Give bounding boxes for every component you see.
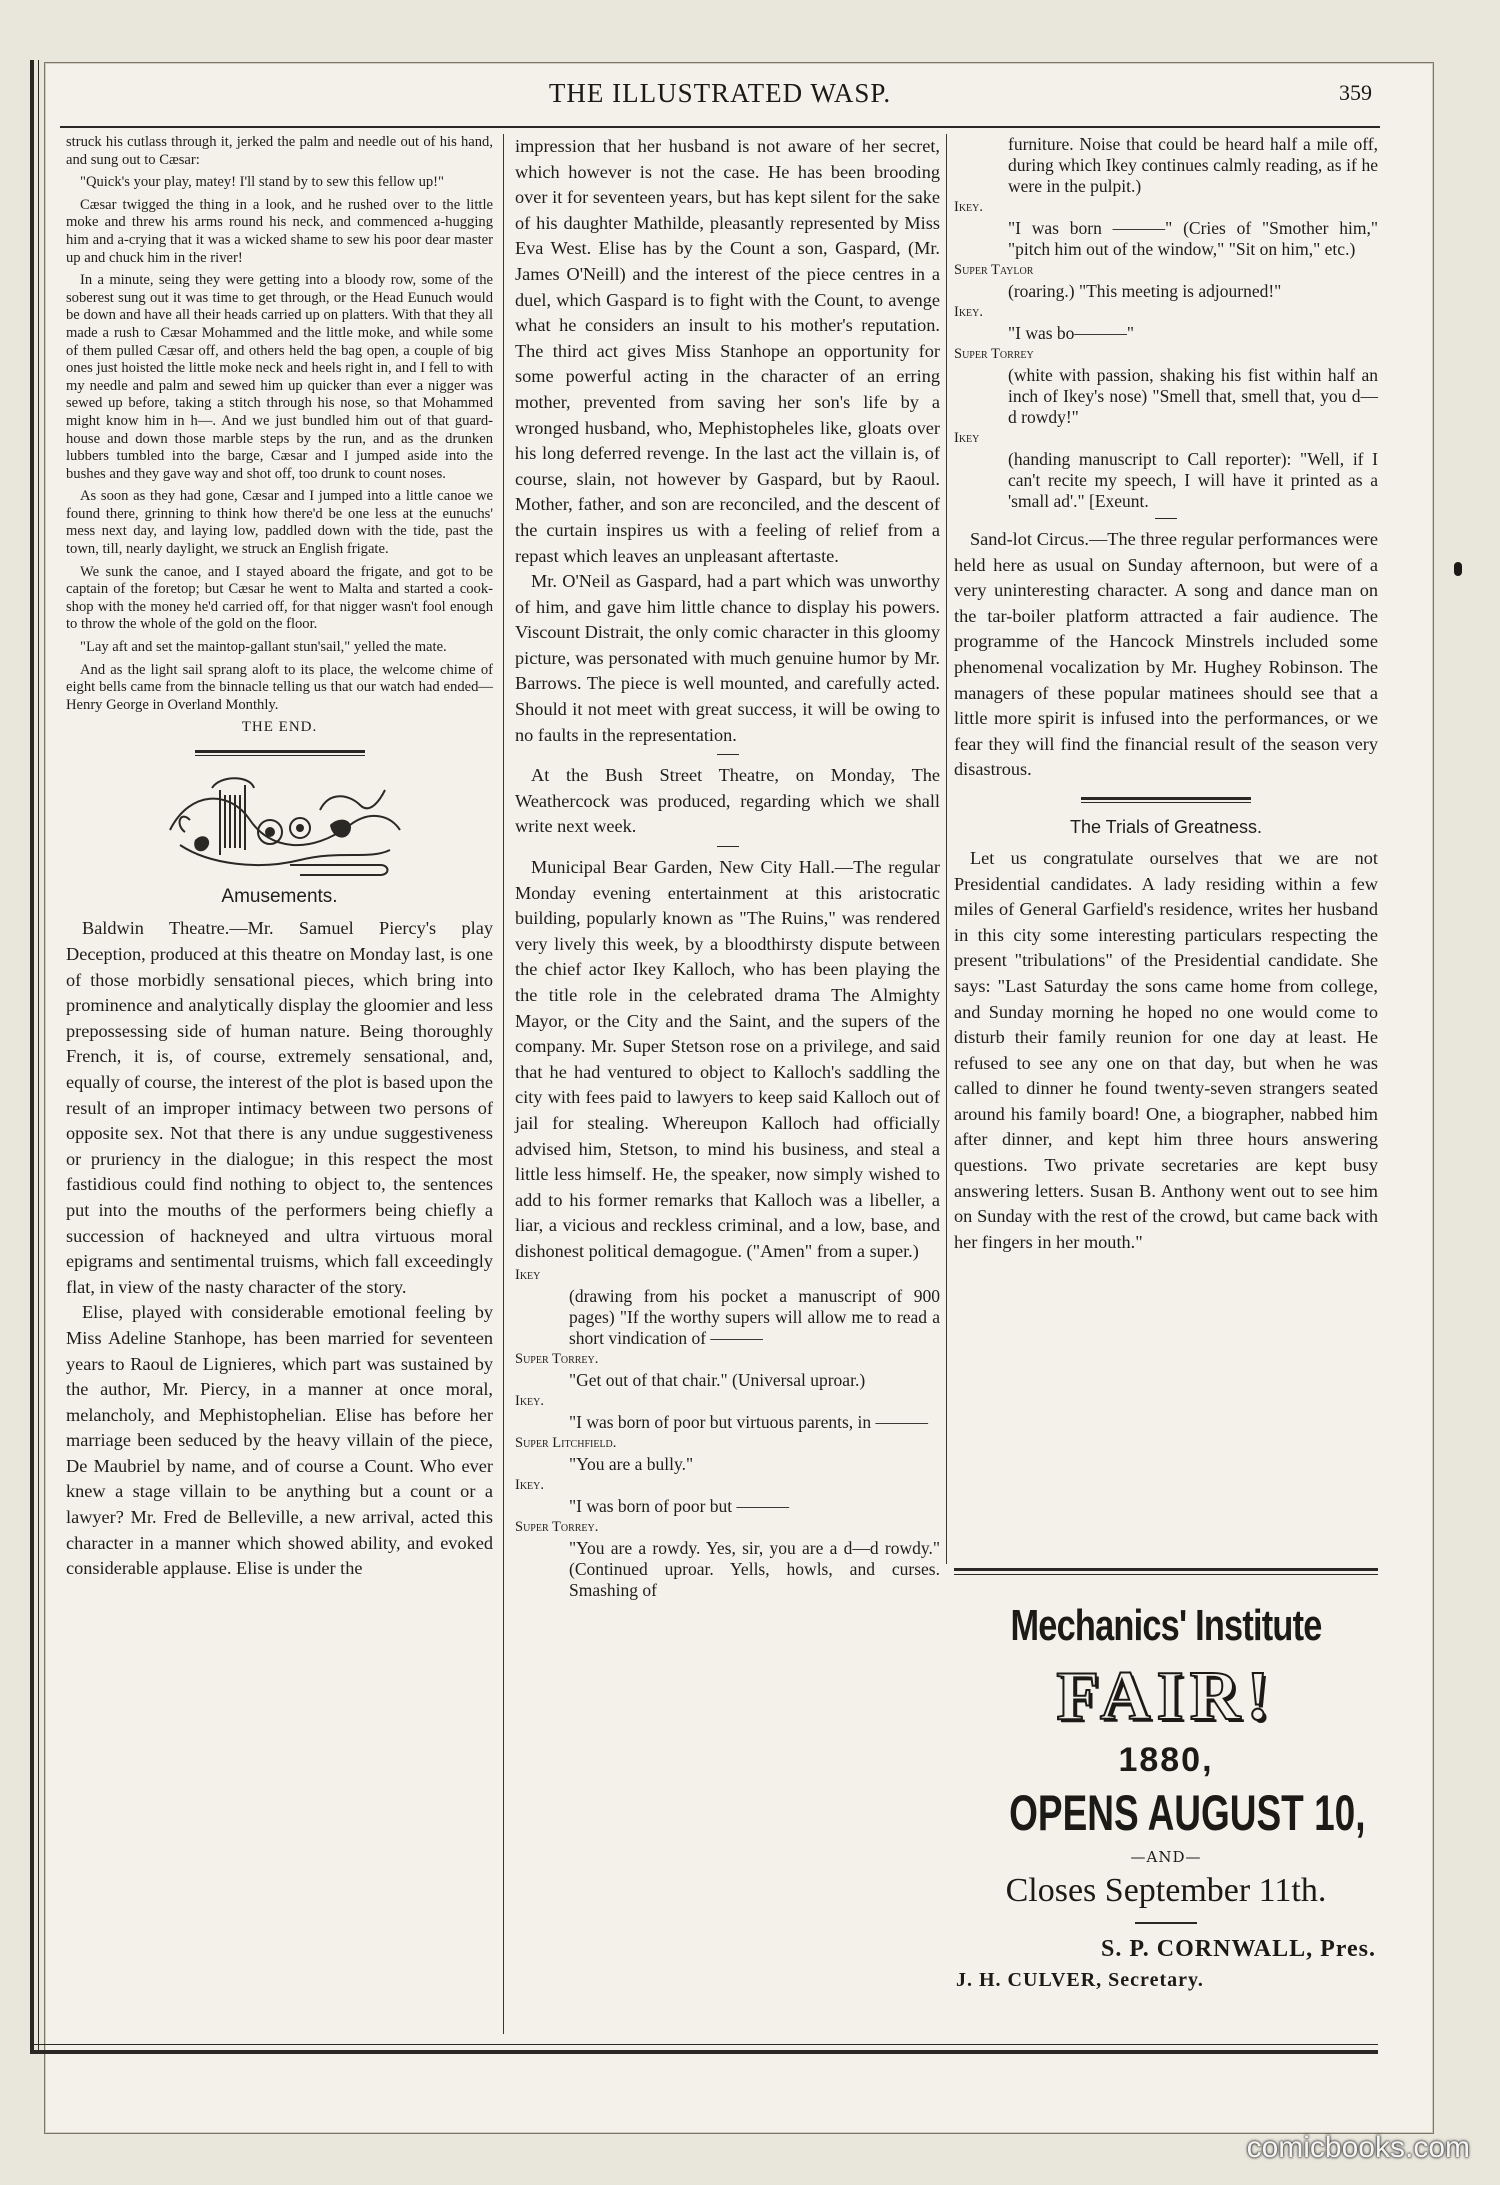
fair-advertisement <box>954 1568 1378 2043</box>
trials-heading: The Trials of Greatness. <box>1069 816 1263 837</box>
ad-secretary: J. H. CULVER, Secretary. <box>956 1969 1204 1991</box>
column-right <box>954 134 1378 1255</box>
story-paragraph: "Quick's your play, matey! I'll stand by to sew this fellow up!" <box>80 174 444 191</box>
speaker-name: Ikey. <box>954 199 984 215</box>
page-header <box>60 60 1380 128</box>
dialogue-line: "You are a bully." <box>569 1453 694 1474</box>
publication-title: THE ILLUSTRATED WASP. <box>548 78 892 108</box>
dialogue-entry <box>515 1517 940 1601</box>
column-middle <box>515 134 940 1605</box>
ad-year: 1880, <box>1118 1741 1214 1779</box>
dialogue-line: (drawing from his pocket a manuscript of 900 pages) "If the worthy supers will allow me to read a short vindication of ——— <box>569 1285 940 1348</box>
dialogue-line: "Get out of that chair." (Universal uproar.) <box>569 1369 866 1390</box>
dialogue-line: "I was born of poor but virtuous parents, in ——— <box>569 1411 929 1432</box>
ad-opening-date: OPENS AUGUST 10, <box>1009 1785 1366 1841</box>
bear-garden-paragraph: Municipal Bear Garden, New City Hall.—The regular Monday evening entertainment at this aristocratic building, popularly known as "The Ruins," was rendered very lively this week, by a bloodthirsty dispute between the chief actor Ikey Kalloch, who has been playing the the title role in the celebrated drama The Almighty Mayor, or the City and the Saint, and the supers of the company. Mr. Super Stetson rose on a privilege, and said that he had ventured to object to Kalloch's saddling the city with fees paid to lawyers to keep said Kalloch out of jail for stealing. Whereupon Kalloch had officially advised him, Stetson, to mind his business, and steal a little less himself. He, the speaker, now simply wished to add to his former remarks that Kalloch was a libeller, a liar, a vicious and reckless criminal, and a low, base, and dishonest political demagogue. ("Amen" from a super.) <box>515 857 940 1261</box>
review-paragraph: impression that her husband is not aware of her secret, which however is not the case. He has been brooding over it for seventeen years, but has kept silent for the sake of his daughter Mathilde, pleasantly represented by Miss Eva West. Elise has by the Count a son, Gaspard, (Mr. James O'Neill) and the interest of the piece centres in a duel, which Gaspard is to fight with the Count, to avenge what he considers an insult to his mother's reputation. The third act gives Miss Stanhope an opportunity for some powerful acting in the character of an erring mother, prevented from saving her son's life by a wronged husband, who, Mephistopheles like, gloats over his long deferred revenge. In the last act the villain is, of course, slain, not however by Gaspard, but by Raoul. Mother, father, and son are reconciled, and the descent of the curtain inspires us with a feeling of relief from a repast which leaves an unpleasant aftertaste. <box>515 136 940 566</box>
ad-president: S. P. CORNWALL, Pres. <box>1100 1936 1376 1962</box>
dialogue-entry <box>515 1349 940 1391</box>
trials-section <box>954 846 1378 1256</box>
ad-and: —AND— <box>1130 1848 1202 1866</box>
dialogue-entry <box>954 302 1378 344</box>
page-number: 359 <box>1339 80 1372 105</box>
ad-institute-name: Mechanics' Institute <box>1010 1601 1322 1650</box>
sandlot-paragraph: Sand-lot Circus.—The three regular performances were held here as usual on Sunday afternoon, but were of a very uninteresting character. A song and dance man on the tar-boiler platform attracted a fair audience. The programme of the Hancock Minstrels included some phenomenal vocalization by Mr. Hughey Robinson. The managers of these popular matinees should see that a little more spirit is infused into the performances, or we fear they will find the financial result of the season very disastrous. <box>954 529 1378 780</box>
ad-closing-date: Closes September 11th. <box>1005 1872 1327 1909</box>
dialogue-entry <box>515 1475 940 1517</box>
speaker-name: Super Torrey. <box>515 1518 599 1535</box>
lyre-ornament-icon <box>150 770 410 880</box>
dialogue-entry <box>954 260 1378 302</box>
story-paragraph: As soon as they had gone, Cæsar and I jumped into a little canoe we found there, grinning to think how there'd be one less at the eunuchs' mess next day, and laying low, paddled down with the tide, past the town, till, nearly daylight, we struck an English frigate. <box>66 488 493 558</box>
dialogue-entry <box>515 1391 940 1433</box>
story-paragraph: We sunk the canoe, and I stayed aboard the frigate, and got to be captain of the foretop; but Cæsar he went to Malta and started a cook-shop with the money he'd carried off, for that nigger wasn't fool enough to throw the whole of the gold on the floor. <box>66 563 493 633</box>
dialogue-line: (roaring.) "This meeting is adjourned!" <box>1008 281 1282 301</box>
short-rule <box>1155 518 1177 519</box>
dialogue-line: (handing manuscript to Call reporter): "Well, if I can't recite my speech, I will have it printed as a 'small ad'." [Exeunt. <box>1008 449 1378 511</box>
the-end-label: THE END. <box>241 719 318 736</box>
dialogue <box>515 1265 940 1601</box>
dialogue-continued <box>954 134 1378 512</box>
speaker-name: Ikey. <box>515 1392 545 1409</box>
dialogue-line: "I was born ———" (Cries of "Smother him," "pitch him out of the window," "Sit on him," etc.) <box>1008 218 1378 259</box>
dialogue-entry <box>954 344 1378 428</box>
ink-spot <box>1454 562 1462 576</box>
section-divider <box>195 750 365 756</box>
review-continuation <box>515 134 940 1265</box>
speaker-name: Super Litchfield. <box>515 1434 617 1451</box>
dialogue-line: furniture. Noise that could be heard half a mile off, during which Ikey continues calmly reading, as if he were in the pulpit.) <box>1008 134 1378 196</box>
sandlot-section <box>954 527 1378 783</box>
section-divider <box>1081 797 1251 803</box>
ad-fair-title: FAIR! <box>1056 1658 1276 1735</box>
speaker-name: Ikey. <box>954 304 984 320</box>
ad-top-rule <box>954 1574 1378 1575</box>
dialogue-line: "You are a rowdy. Yes, sir, you are a d—d rowdy." (Continued uproar. Yells, howls, and curses. Smashing of <box>569 1537 940 1600</box>
dialogue-entry <box>515 1433 940 1475</box>
story-paragraph: struck his cutlass through it, jerked the palm and needle out of his hand, and sung out to Cæsar: <box>66 134 493 168</box>
story-paragraph: And as the light sail sprang aloft to its place, the welcome chime of eight bells came from the binnacle telling us that our watch had ended—Henry George in Overland Monthly. <box>66 661 493 713</box>
review-paragraph: Baldwin Theatre.—Mr. Samuel Piercy's play Deception, produced at this theatre on Monday last, is one of those morbidly sensational pieces, which bring into prominence and analytically display the gloomier and less prepossessing side of human nature. Being thoroughly French, it is, of course, extremely sensational, and, equally of course, the interest of the plot is based upon the result of an improper intimacy between two persons of opposite sex. Not that there is any undue suggestiveness or pruriency in the dialogue; in this respect the most fastidious could find nothing to object to, the sentences put into the mouths of the performers being chiefly a succession of hackneyed and ultra virtuous moral epigrams and sentimental truisms, which fall exceedingly flat, in view of the nasty character of the story. <box>66 918 493 1297</box>
story-continuation <box>66 134 493 714</box>
story-paragraph: In a minute, seing they were getting into a bloody row, some of the soberest sung out it was time to get through, or the Head Eunuch would be down and have all their heads carried up on platters. With that they all made a rush to Cæsar Mohammed and the little moke, and while some of them pulled Cæsar off, and others held the bag open, a couple of big ones just hoisted the little moke neck and heels right in, and I fell to with my needle and palm and sewed him up quicker than ever a nigger was sewed up before, taking a stitch through his nose, so that Mohammed might know him in h—. And we just bundled him out of that guard-house and down those marble steps by the run, and as the drunken lubbers tumbled into the barge, Cæsar and I jumped aside into the bushes and they gave way and shot off, too drunk to count noses. <box>66 272 493 482</box>
short-rule <box>717 846 739 847</box>
page-border-left <box>30 60 34 2050</box>
story-paragraph: Cæsar twigged the thing in a look, and he rushed over to the little moke and threw his arms round his neck, and commenced a-hugging him and a-crying that it was a wicked shame to sew his poor dear master up and chuck him in the river! <box>66 196 493 266</box>
review-paragraph: Elise, played with considerable emotional feeling by Miss Adeline Stanhope, has been married for seventeen years to Raoul de Lignieres, which part was sustained by the author, Mr. Piercy, in a manner at once moral, melancholy, and Mephistophelian. Elise has before her marriage been seduced by the heavy villain of the piece, De Maubriel by name, and of course a Count. Who ever knew a stage villain to be anything but a count or a lawyer? Mr. Fred de Belleville, a new arrival, acted this character in a manner which showed ability, and evoked considerable applause. Elise is under the <box>66 1302 493 1579</box>
ad-rule <box>1135 1922 1197 1924</box>
speaker-name: Super Torrey <box>954 346 1034 362</box>
speaker-name: Super Taylor <box>954 262 1034 278</box>
dialogue-entry <box>954 134 1378 197</box>
column-rule <box>946 134 947 1564</box>
speaker-name: Ikey <box>954 430 980 446</box>
dialogue-line: "I was born of poor but ——— <box>569 1495 790 1516</box>
speaker-name: Super Torrey. <box>515 1350 599 1367</box>
column-left <box>66 134 493 1582</box>
dialogue-line: (white with passion, shaking his fist within half an inch of Ikey's nose) "Smell that, smell that, you d—d rowdy!" <box>1008 365 1378 427</box>
dialogue-entry <box>954 428 1378 512</box>
page-border-bottom-thin <box>30 2044 1378 2045</box>
short-rule <box>717 754 739 755</box>
dialogue-entry <box>954 197 1378 260</box>
dialogue-entry <box>515 1265 940 1349</box>
speaker-name: Ikey <box>515 1266 541 1283</box>
page-border-bottom <box>30 2050 1378 2054</box>
bush-street-paragraph: At the Bush Street Theatre, on Monday, The Weathercock was produced, regarding which we shall write next week. <box>515 765 940 837</box>
speaker-name: Ikey. <box>515 1476 545 1493</box>
page-border-left-thin <box>38 60 39 2050</box>
dialogue-line: "I was bo———" <box>1008 323 1135 343</box>
column-rule <box>503 134 504 2034</box>
story-paragraph: "Lay aft and set the maintop-gallant stun'sail," yelled the mate. <box>80 639 447 656</box>
amusements-heading: Amusements. <box>221 886 338 908</box>
amusements-body <box>66 916 493 1581</box>
watermark: comicbooks.com <box>1246 2131 1470 2164</box>
trials-paragraph: Let us congratulate ourselves that we are not Presidential candidates. A lady residing within a few miles of General Garfield's residence, writes her husband in this city some interesting particulars respecting the present "tribulations" of the Presidential candidate. She says: "Last Saturday the sons came home from college, and Sunday morning he hoped no one would come to disturb their family reunion for one day at least. He refused to see any one on that day, but when he was called to dinner he found twenty-seven strangers seated around his family board! One, a biographer, nabbed him after dinner, and kept him three hours answering questions. Two private secretaries are kept busy answering letters. Susan B. Anthony went out to see him on Sunday with the rest of the crowd, but came back with her fingers in her mouth." <box>954 847 1378 1252</box>
review-paragraph: Mr. O'Neil as Gaspard, had a part which was unworthy of him, and gave him little chance to display his powers. Viscount Distrait, the only comic character in this gloomy picture, was personated with much genuine humor by Mr. Barrows. The piece is well mounted, and carefully acted. Should it not meet with great success, it will be owing to no faults in the representation. <box>515 571 940 745</box>
